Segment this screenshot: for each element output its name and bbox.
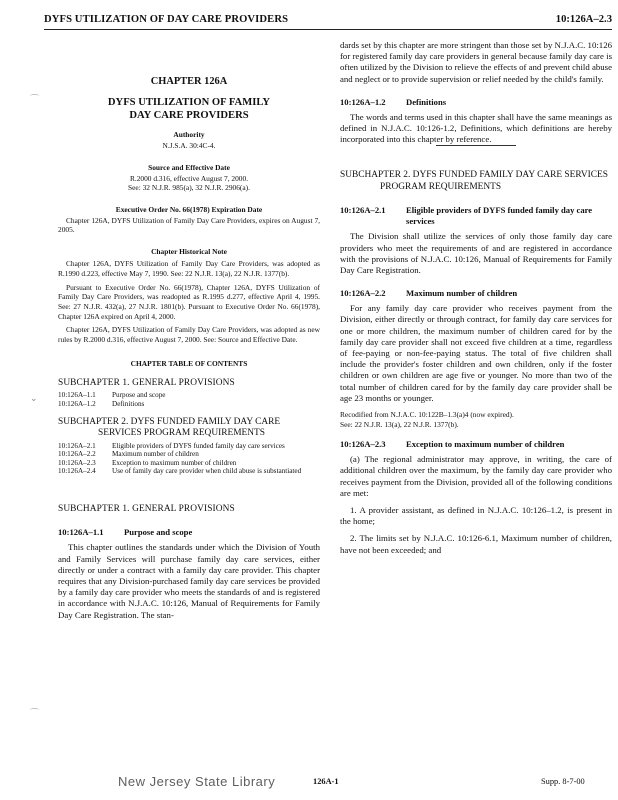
left-column	[58, 40, 320, 621]
section-2-3-item: 2. The limits set by N.J.A.C. 10:126-6.1, Maximum number of children, have not been exceeded; and	[340, 533, 612, 555]
section-1-1-heading	[58, 527, 320, 538]
chapter-title	[58, 96, 320, 122]
toc-heading: CHAPTER TABLE OF CONTENTS	[130, 358, 248, 368]
toc-item[interactable]	[58, 467, 320, 476]
section-1-1-continued: dards set by this chapter are more stringent than those set by N.J.A.C. 10:126 for registered family day care providers in general because family day care is often utilized by the Division to relieve the effects of and prevent child abuse and neglect or to provide supervision or relief needed by the child's family.	[340, 40, 612, 84]
subchapter-2-heading: SUBCHAPTER 2. DYFS FUNDED FAMILY DAY CARE SERVICES PROGRAM REQUIREMENTS	[340, 170, 608, 192]
section-2-3-text: (a) The regional administrator may approve, in writing, the care of additional children over the maximum, by the family day care provider who receives payment from the Division, provided all of the following conditions are met:	[340, 454, 612, 498]
supplement-date: Supp. 8-7-00	[541, 777, 585, 786]
section-1-1-text: This chapter outlines the standards under which the Division of Youth and Family Services will purchase family day care services, either directly or under a contract with a family day care provider. This chapter requires that any Division-purchased family day care services be provided by a family day care provider who meets the standards of and is registered in accordance with N.J.A.C. 10:126, Manual of Requirements for Family Day Care Registration. The stan-	[58, 542, 320, 620]
history-paragraph: Pursuant to Executive Order No. 66(1978), Chapter 126A, DYFS Utilization of Family Day Care Providers, was readopted as R.1995 d.277, effective April 4, 1995. See: 27 N.J.R. 432(a), 27 N.J.R. 1801(b). Pursuant to Executive Order No. 66(1978), Chapter 126A expired on April 4, 2000.	[58, 282, 320, 321]
section-number: 10:126A–1.1	[58, 527, 104, 538]
chapter-title-line: DAY CARE PROVIDERS	[129, 110, 249, 121]
section-number: 10:126A–2.1	[340, 205, 386, 216]
running-head-section: 10:126A–2.3	[555, 14, 612, 25]
toc-item[interactable]	[58, 391, 320, 400]
history-paragraph: Chapter 126A, DYFS Utilization of Family Day Care Providers, was adopted as new rules by R.2000 d.316, effective August 7, 2000. See: Source and Effective Date.	[58, 325, 320, 345]
section-title: Purpose and scope	[124, 527, 193, 538]
section-2-3-heading	[340, 439, 612, 450]
toc-item-title: Definitions	[112, 399, 145, 408]
history-paragraph: Chapter 126A, DYFS Utilization of Family Day Care Providers, was adopted as R.1990 d.223, effective May 7, 1990. See: 22 N.J.R. 13(a), 22 N.J.R. 1377(b).	[58, 259, 320, 278]
toc-item-title: Maximum number of children	[112, 450, 199, 459]
toc-item-number: 10:126A–2.1	[58, 441, 96, 450]
toc-item-title: Use of family day care provider when child abuse is substantiated	[112, 467, 302, 476]
toc-item-number: 10:126A–2.4	[58, 467, 96, 476]
chapter-number: CHAPTER 126A	[150, 76, 228, 87]
toc-list-1	[58, 391, 320, 408]
chapter-title-line: DYFS UTILIZATION OF FAMILY	[107, 97, 271, 108]
section-title: Eligible providers of DYFS funded family day care services	[406, 205, 593, 227]
toc-item[interactable]	[58, 450, 320, 459]
history-note: Recodified from N.J.A.C. 10:122B–1.3(a)4 (now expired).	[340, 410, 514, 420]
toc-item-number: 10:126A–2.3	[58, 458, 96, 467]
section-number: 10:126A–2.2	[340, 288, 386, 299]
section-divider	[436, 145, 516, 146]
toc-item-title: Exception to maximum number of children	[112, 458, 237, 467]
toc-item[interactable]	[58, 459, 320, 468]
scan-mark: ⌄	[30, 393, 38, 403]
running-head-title: DYFS UTILIZATION OF DAY CARE PROVIDERS	[44, 14, 289, 25]
eo-heading: Executive Order No. 66(1978) Expiration Date	[115, 204, 263, 214]
history-note: See: 22 N.J.R. 13(a), 22 N.J.R. 1377(b).	[340, 419, 459, 429]
toc-item-title: Purpose and scope	[112, 391, 166, 400]
toc-item-number: 10:126A–1.1	[58, 391, 96, 400]
toc-list-2	[58, 442, 320, 476]
section-number: 10:126A–1.2	[340, 96, 386, 107]
scan-mark: ⌒	[30, 708, 40, 718]
source-line: See: 32 N.J.R. 985(a), 32 N.J.R. 2906(a).	[128, 183, 250, 193]
section-2-2-heading	[340, 288, 612, 299]
toc-item[interactable]	[58, 400, 320, 409]
section-title: Maximum number of children	[406, 288, 518, 299]
authority-text: N.J.S.A. 30:4C-4.	[162, 141, 216, 150]
subchapter-1-heading: SUBCHAPTER 1. GENERAL PROVISIONS	[58, 503, 235, 514]
section-title: Exception to maximum number of children	[406, 439, 565, 450]
library-stamp: New Jersey State Library	[118, 774, 276, 789]
toc-item-number: 10:126A–2.2	[58, 450, 96, 459]
scan-mark: ⌒	[30, 94, 40, 104]
toc-subchapter-heading: SUBCHAPTER 2. DYFS FUNDED FAMILY DAY CARE SERVICES PROGRAM REQUIREMENTS	[58, 416, 281, 438]
page-number: 126A-1	[313, 777, 339, 786]
section-2-1-heading	[340, 205, 612, 227]
toc-item[interactable]	[58, 442, 320, 451]
source-heading: Source and Effective Date	[148, 162, 230, 172]
history-heading: Chapter Historical Note	[151, 247, 227, 257]
toc-item-number: 10:126A–1.2	[58, 399, 96, 408]
toc-subchapter-heading: SUBCHAPTER 1. GENERAL PROVISIONS	[58, 377, 235, 388]
authority-heading: Authority	[173, 130, 205, 139]
section-title: Definitions	[406, 96, 447, 107]
section-1-2-text: The words and terms used in this chapter shall have the same meanings as defined in N.J.A.C. 10:126-1.2, Definitions, which definitions are hereby incorporated into this chapter by reference.	[340, 111, 612, 145]
eo-text: Chapter 126A, DYFS Utilization of Family Day Care Providers, expires on August 7, 2005.	[58, 215, 320, 235]
toc-item-title: Eligible providers of DYFS funded family day care services	[112, 441, 285, 450]
section-number: 10:126A–2.3	[340, 439, 386, 450]
section-2-3-item: 1. A provider assistant, as defined in N.J.A.C. 10:126–1.2, is present in the home;	[340, 505, 612, 527]
running-head	[44, 12, 612, 30]
section-2-1-text: The Division shall utilize the services of only those family day care providers who meet the requirements of and are registered in accordance with the provisions of N.J.A.C. 10:126, Manual of Requirements for Family Day Care Registration.	[340, 231, 612, 276]
right-column	[340, 40, 612, 556]
section-2-2-text: For any family day care provider who receives payment from the Division, either directly or through contract, for family day care services for one or more children, the maximum number of children cared for by the family day care provider shall not exceed five children at a time, regardless of fee-paying or non-fee-paying status. The total of five children shall include the provider's foster children and own children, only if the foster children or own children are age five or younger. No more than two of the total number of children cared for by the family day care provider shall be age 23 months or younger.	[340, 303, 612, 403]
section-1-2-heading	[340, 97, 612, 108]
source-line: R.2000 d.316, effective August 7, 2000.	[129, 173, 249, 183]
